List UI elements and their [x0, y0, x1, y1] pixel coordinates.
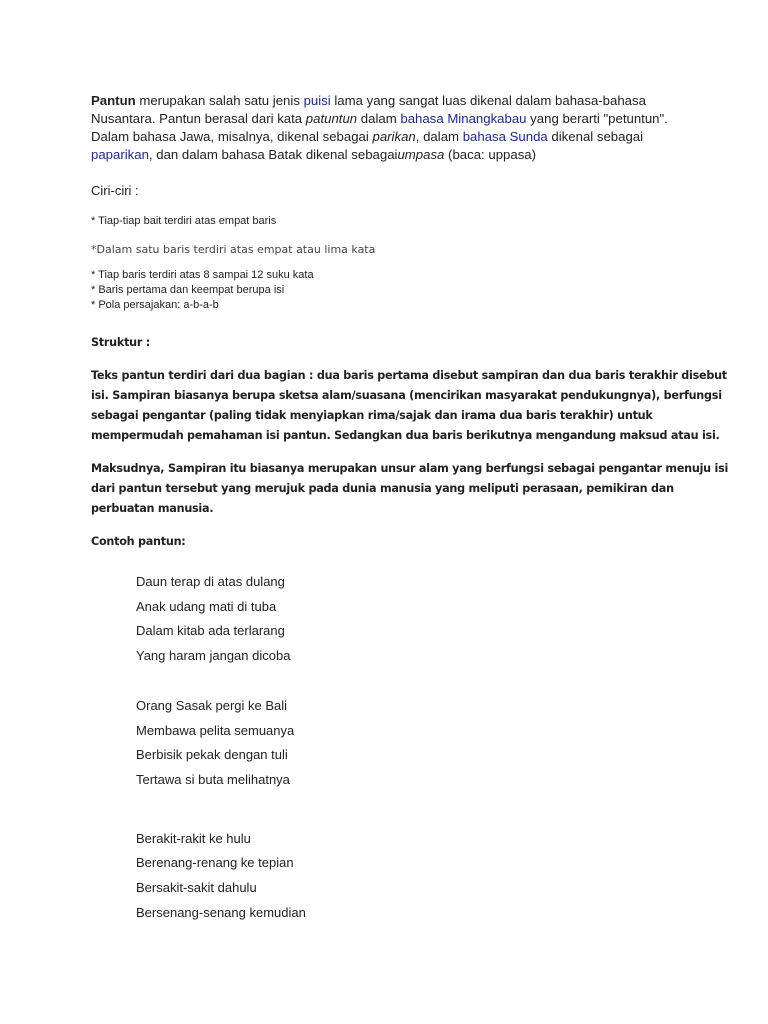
- paragraph-line: Maksudnya, Sampiran itu biasanya merupakan unsur alam yang berfungsi sebagai pengantar menuju isi: [91, 462, 729, 475]
- pantun-line: Bersakit-sakit dahulu: [136, 880, 257, 896]
- pantun-line: Berbisik pekak dengan tuli: [136, 747, 288, 763]
- pantun-line: Anak udang mati di tuba: [136, 598, 277, 614]
- pantun-stanza-3: [136, 827, 691, 926]
- intro-text: dikenal sebagai: [547, 129, 644, 144]
- pantun-stanza-2: [136, 694, 691, 793]
- link-bahasa-minangkabau[interactable]: bahasa Minangkabau: [400, 111, 527, 126]
- paragraph-line: perbuatan manusia.: [91, 502, 214, 515]
- pantun-stanza-1: [136, 570, 691, 669]
- struktur-paragraph-1: [91, 366, 727, 446]
- ciri-item: *Dalam satu baris terdiri atas empat atau lima kata: [91, 243, 376, 256]
- pantun-line: Dalam kitab ada terlarang: [136, 623, 285, 639]
- ciri-item: * Pola persajakan: a-b-a-b: [91, 299, 219, 311]
- document-page: [91, 92, 729, 925]
- intro-text: yang berarti "petuntun". Dalam bahasa Jawa, misalnya, dikenal sebagai: [91, 111, 668, 144]
- pantun-line: Tertawa si buta melihatnya: [136, 771, 290, 787]
- pantun-line: Bersenang-senang kemudian: [136, 904, 306, 920]
- link-paparikan[interactable]: paparikan: [91, 147, 149, 162]
- paragraph-line: dari pantun tersebut yang merujuk pada dunia manusia yang meliputi perasaan, pemikiran dan: [91, 482, 674, 495]
- ciri-item: * Baris pertama dan keempat berupa isi: [91, 284, 285, 296]
- paragraph-line: Teks pantun terdiri dari dua bagian : dua baris pertama disebut sampiran dan dua baris terakhir disebut: [91, 369, 727, 382]
- term-parikan: parikan: [372, 129, 416, 144]
- paragraph-line: mempermudah pemahaman isi pantun. Sedangkan dua baris berikutnya mengandung maksud atau isi.: [91, 429, 720, 442]
- intro-text: , dan dalam bahasa Batak dikenal sebagai: [148, 147, 398, 162]
- intro-text: dalam: [357, 111, 401, 126]
- link-puisi[interactable]: puisi: [303, 93, 331, 108]
- term-pantun: Pantun: [91, 93, 136, 108]
- pantun-line: Yang haram jangan dicoba: [136, 648, 291, 664]
- pantun-line: Berakit-rakit ke hulu: [136, 830, 251, 846]
- paragraph-line: sebagai pengantar (paling tidak menyiapkan rima/sajak dan irama dua baris terakhir) untuk: [91, 409, 653, 422]
- pantun-line: Membawa pelita semuanya: [136, 722, 295, 738]
- term-umpasa: umpasa: [397, 147, 445, 162]
- intro-text: (baca: uppasa): [444, 147, 537, 162]
- ciri-item: * Tiap-tiap bait terdiri atas empat baris: [91, 215, 277, 227]
- pantun-line: Daun terap di atas dulang: [136, 574, 285, 589]
- contoh-heading: Contoh pantun:: [91, 535, 186, 548]
- paragraph-line: isi. Sampiran biasanya berupa sketsa alam/suasana (mencirikan masyarakat pendukungnya), berfungsi: [91, 389, 722, 402]
- term-patuntun: patuntun: [305, 111, 358, 126]
- struktur-heading: Struktur :: [91, 336, 151, 349]
- ciri-heading: Ciri-ciri :: [91, 183, 139, 198]
- ciri-item: * Tiap baris terdiri atas 8 sampai 12 suku kata: [91, 269, 314, 281]
- pantun-line: Berenang-renang ke tepian: [136, 855, 294, 871]
- struktur-paragraph-2: [91, 459, 729, 519]
- intro-text: merupakan salah satu jenis: [135, 93, 304, 108]
- intro-paragraph: [91, 92, 691, 164]
- intro-text: , dalam: [415, 129, 463, 144]
- pantun-line: Orang Sasak pergi ke Bali: [136, 697, 288, 713]
- link-bahasa-sunda[interactable]: bahasa Sunda: [462, 129, 548, 144]
- intro-text: lama yang sangat luas dikenal dalam bahasa-bahasa Nusantara. Pantun berasal dari kata: [91, 93, 646, 126]
